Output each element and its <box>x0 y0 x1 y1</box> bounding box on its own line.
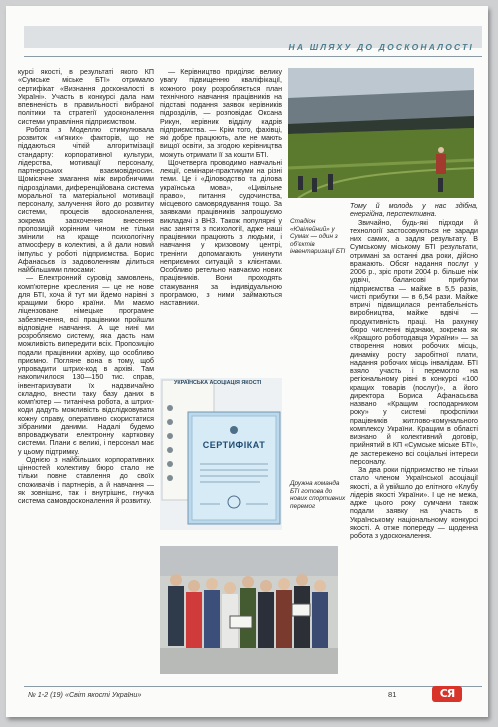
certificate-title: СЕРТИФІКАТ <box>202 440 266 450</box>
team-illustration <box>160 546 338 674</box>
team-caption: Дружна команда БТІ готова до нових спортивних перемог <box>290 480 346 510</box>
running-head: НА ШЛЯХУ ДО ДОСКОНАЛОСТІ <box>288 42 474 52</box>
header-rule <box>24 56 482 57</box>
paragraph: Тому й молодь у нас здібна, енергійна, перспективна. <box>350 202 478 219</box>
paragraph: — Керівництво приділяє велику увагу підвищенню кваліфікації, кожного року розробляється план технічного навчання працівників на підставі подання заявок керівників підрозділів, — розповідає Оксана Рикун, керівник відділу кадрів підприємства. — Крім того, фахівці, які добре працюють, але не мають вищої освіти, за згодою керівництва можуть отримати її за кошти БТІ. <box>160 68 282 159</box>
page-number: 81 <box>388 690 397 699</box>
stadium-photo <box>288 68 474 198</box>
paragraph: — Електронний суровід замовлень, комп'ютерне кресления — це не нове для БТІ, хоча й тут ми йдемо нарівні з кращими бюро країни. Ми маємо ліцензоване німецьке програмне забезпечення, всі працівники пройшли відповідне навчання. А ще нині ми розробляємо систему, яка дасть нам можливість випередити всіх. Пропозицію подали працівники архіву, що особливо приємно. Погляне вона в тому, щоб упровадити штрих-код в архіві. Там накопичилося 130—150 тис. справ, інвентаризувати їх надзвичайно складно, внести таку базу даних в комп'ютер — титанічна робота, а штрих-коди дадуть можливість відслідковувати кожну справу, оперативно скористатися зібраними даними. Надалі будемо впроваджувати електронну картковку системи. Плани є великі, і персонал має у цьому підтримку. <box>18 274 154 456</box>
paragraph: Звичайно, будь-які підходи й технології застосовуються не заради них самих, а задля результату. В Сумському міському БТІ результати, отримані за останні два роки, дійсно вражають. Обсяг надання послуг у 2006 р., зріс проти 2004 р. більше ніж удвічі, балансові прибутки підприємства — майже в 5,5 разів, чисті прибутки — в 6,54 рази. Майже втричі підвищилася рентабельність виробництва, майже вдвічі — продуктивність праці. На рахунку бюро численні відзнаки, зокрема як «Кращого роботодавця України» — за створення нових робочих місць, динаміку росту заробітної плати, надання робочих місць інвалідам. БТІ взяло участь і перемогло на регіональному рівні в конкурсі «100 кращих товарів (послуг)», а його директора Бориса Афанасьєва названо «Кращим господарником року» у системі профспілки працівників житлово-комунального комплексу України. Кращим в області визнано й колективний договір, прийнятий в КП «Сумське міське БТІ», де застережено всі соціальні інтереси персоналу. <box>350 218 478 466</box>
magazine-page <box>6 6 488 717</box>
text-column-2 <box>160 68 282 307</box>
paragraph: Робота з Моделлю стимулювала розвиток «м'яких» факторів, що не піддаються чіткій алгоритмізації стандарту: корпоративної культури, лідерства, мотивації персоналу, партнерських взаємовідносин. Щомісячне змагання між виробничими підрозділами, диференційована система моральної та матеріальної мотивації персоналу, залучення його до розвитку системи, процесів вдосконалення, зокрема заохочення внесення пропозицій корінним чином не тільки змінили на краще психологічну атмосферу в колективі, а й дали новий імпульс у роботі підприємства. Борис Афанасьєв із задоволенням ділиться найбільшими плюсами: <box>18 125 154 274</box>
certificate-org: УКРАЇНСЬКА АСОЦІАЦІЯ ЯКОСТІ <box>174 380 262 386</box>
paragraph: Щочетверга проводимо навчальні лекції, семінари-практикуми на різні теми. Це і «Діловодство та ділова українська мова», «Цивільне право», питання судочинства, місцевого самоврядування тощо. За заявками працівників запрошуємо викладачі з ВНЗ. Також популярні у нас заняття з психології, адже наші працівники працюють з людьми, і навчання у кризовому центрі, тренінги допомагають уникнути неприємних ситуацій з клієнтами. Особливо ретельно навчаємо нових працівників. Вони проходять стажування за індивідуальною програмою, з ними займаються наставники. <box>160 158 282 307</box>
paragraph: курсі якості, в результаті якого КП «Сумське міське БТІ» отримало сертифікат «Визнання досконалості в Україні». Участь в конкурсі дала нам впевненість в правильності вибраної політики та стратегії удосконалення системи управління підприємством. <box>18 68 154 126</box>
stadium-illustration <box>288 68 474 198</box>
certificate-illustration <box>160 378 282 530</box>
stadium-caption: Стадіон «Ювілейний» у Сумах — один з об'єктів інвентаризації БТІ <box>290 218 346 256</box>
magazine-logo: СЯ <box>432 686 462 702</box>
paragraph: За два роки підприємство не тільки стало членом Української асоціації якості, а й увійшло до елітного «Клубу лідерів якості України». І це не межа, адже цього року сумчани також подали заявку на участь в Українському національному конкурсі якості. А отже попереду — щоденна робота з удосконалення. <box>350 466 478 540</box>
team-photo <box>160 546 338 674</box>
footer-rule <box>24 686 482 687</box>
paragraph: Однією з найбільших корпоративних цінностей колективу бюро стало не тільки повне ставлення до своїх споживачів і партнерів, а й навчання — як зовнішнє, так і внутрішнє, гнучка система самовдосконалення й розвитку. <box>18 455 154 505</box>
issue-info: № 1-2 (19) «Світ якості України» <box>28 690 142 699</box>
text-column-3 <box>350 202 478 540</box>
certificate-photo <box>160 378 282 530</box>
text-column-1 <box>18 68 154 505</box>
